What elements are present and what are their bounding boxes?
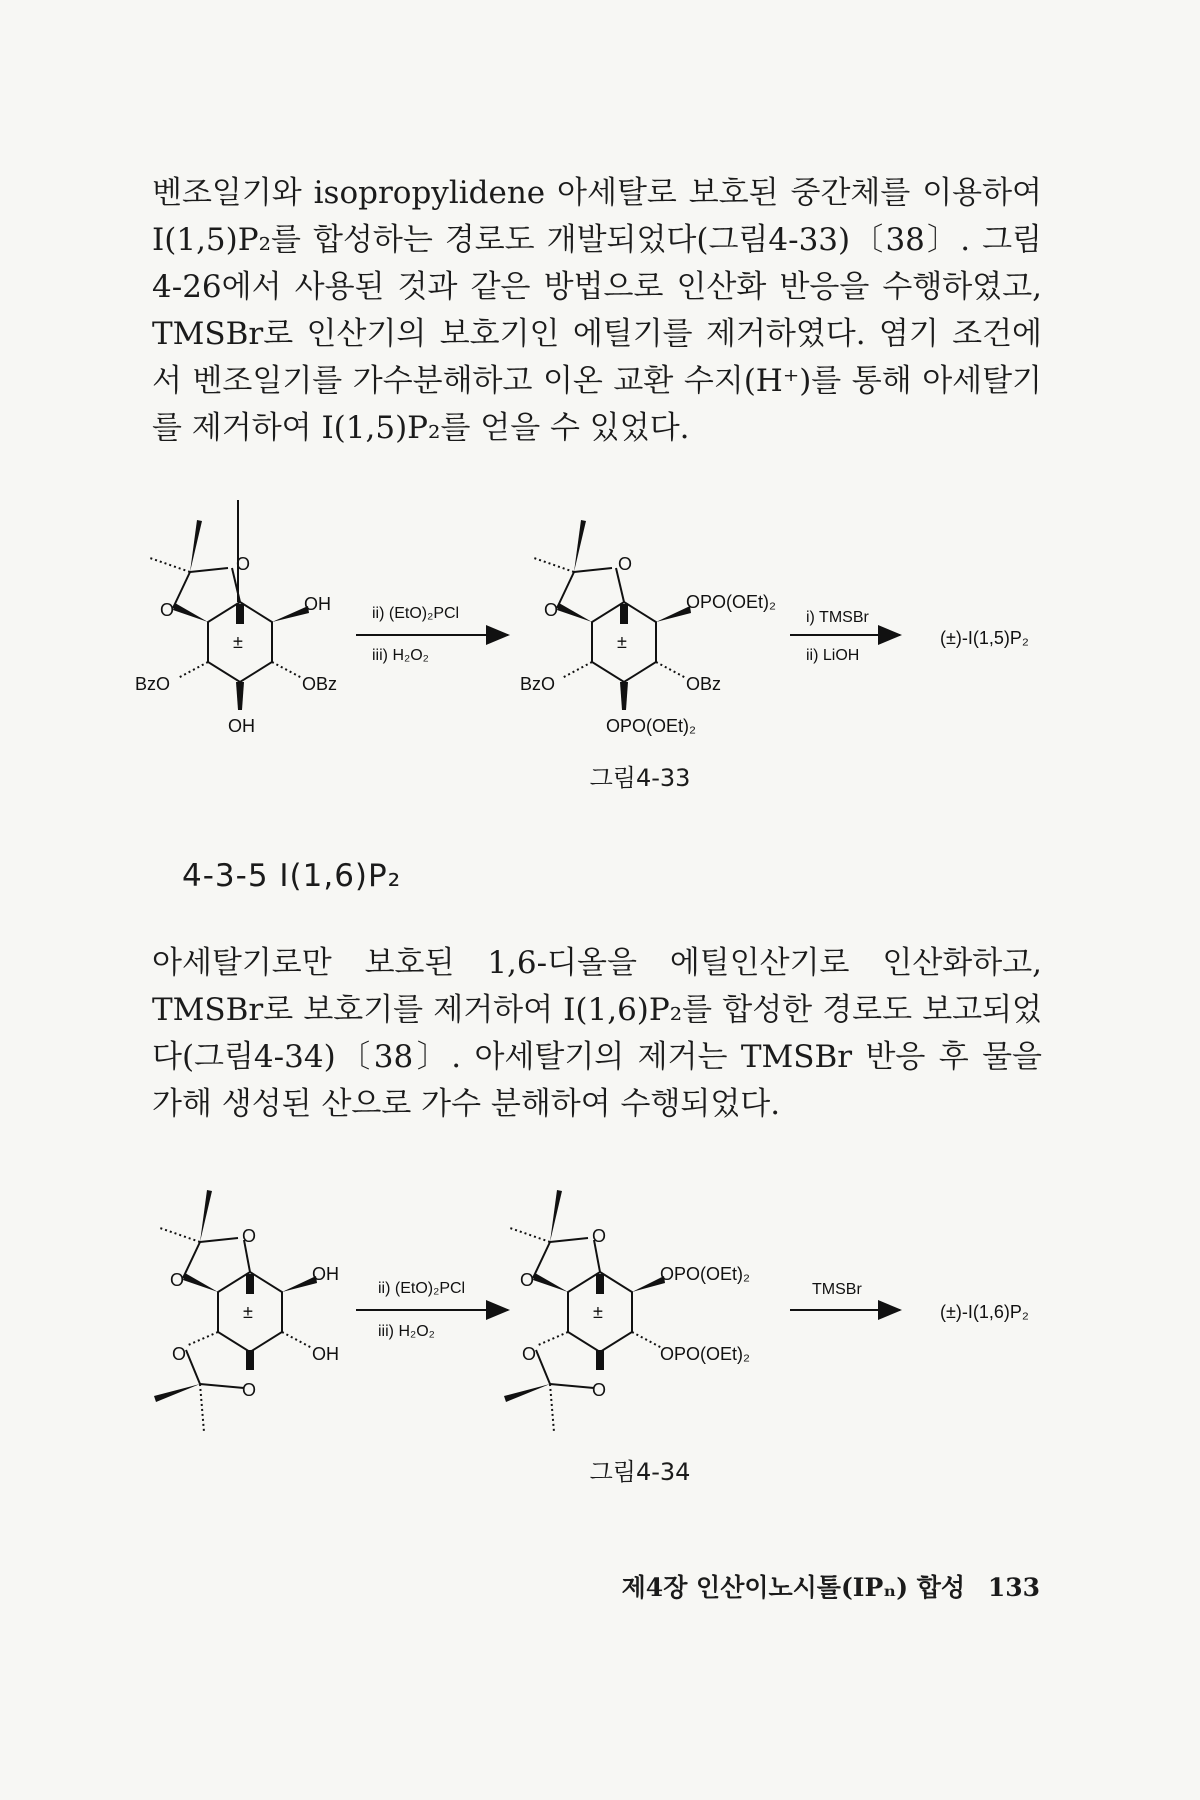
reaction-scheme-4-34 [0,1180,1200,1450]
int-opo-right: OPO(OEt)₂ [686,592,776,612]
running-footer-chapter: 제4장 인산이노시톨(IPₙ) 합성 [621,1573,966,1602]
sm-racemic: ± [243,1302,253,1322]
sm-oh1: OH [312,1264,339,1284]
int-obz-left: BzO [520,674,556,694]
product-label: (±)-I(1,6)P₂ [940,1302,1029,1322]
section-heading: 4-3-5 I(1,6)P₂ [182,858,402,894]
int-o1: O [592,1226,607,1246]
sm-racemic: ± [233,632,243,652]
reagents-1-bottom: iii) H₂O₂ [372,647,429,664]
int-o4: O [592,1380,607,1400]
sm-o-top: O [236,554,251,574]
page-footer [622,1568,1040,1604]
reagents-1-top: ii) (EtO)₂PCl [378,1280,466,1297]
sm-o2: O [170,1270,185,1290]
sm-o4: O [242,1380,257,1400]
reagents-2-top: i) TMSBr [806,609,869,626]
int-o3: O [522,1344,537,1364]
reagents-1-bottom: iii) H₂O₂ [378,1323,435,1340]
reagents-2-bottom: ii) LiOH [806,647,860,664]
sm-o3: O [172,1344,187,1364]
sm-oh-bottom: OH [228,716,255,736]
int-opo1: OPO(OEt)₂ [660,1264,750,1284]
sm-oh-right: OH [304,594,331,614]
reaction-scheme-4-33 [0,500,1200,750]
sm-obz-left: BzO [135,674,171,694]
int-opo2: OPO(OEt)₂ [660,1344,750,1364]
body-paragraph-1: 벤조일기와 isopropylidene 아세탈로 보호된 중간체를 이용하여 I(1,5)P₂를 합성하는 경로도 개발되었다(그림4-33)〔38〕. 그림4-26에서 사용된 것과 같은 방법으로 인산화 반응을 수행하였고, TMSBr로 인산기의 보호기인 에틸기를 제거하였다. 염기 조건에서 벤조일기를 가수분해하고 이온 교환 수지(H⁺)를 통해 아세탈기를 제거하여 I(1,5)P₂를 얻을 수 있었다. [152,175,1042,446]
int-opo-bottom: OPO(OEt)₂ [606,716,696,736]
sm-obz-right: OBz [302,674,338,694]
sm-oh2: OH [312,1344,339,1364]
sm-o-left: O [160,600,175,620]
int-racemic: ± [593,1302,603,1322]
int-obz-right: OBz [686,674,722,694]
starting-diol-structure [154,1190,339,1432]
figure-caption-4-33: 그림4-33 [589,764,691,792]
intermediate-structure [504,1190,750,1432]
figure-caption-4-34: 그림4-34 [589,1458,691,1486]
int-racemic: ± [617,632,627,652]
int-o-left: O [544,600,559,620]
int-o2: O [520,1270,535,1290]
reagents-1-top: ii) (EtO)₂PCl [372,605,460,622]
body-paragraph-2: 아세탈기로만 보호된 1,6-디올을 에틸인산기로 인산화하고, TMSBr로 보호기를 제거하여 I(1,6)P₂를 합성한 경로도 보고되었다(그림4-34)〔38〕. 아세탈기의 제거는 TMSBr 반응 후 물을 가해 생성된 산으로 가수 분해하여 수행되었다. [152,945,1042,1122]
intermediate-structure [520,520,776,736]
starting-material-structure [135,500,337,736]
page-number: 133 [987,1573,1040,1602]
sm-o1: O [242,1226,257,1246]
reagents-2-top: TMSBr [812,1281,862,1298]
product-label: (±)-I(1,5)P₂ [940,628,1029,648]
int-o-top: O [618,554,633,574]
